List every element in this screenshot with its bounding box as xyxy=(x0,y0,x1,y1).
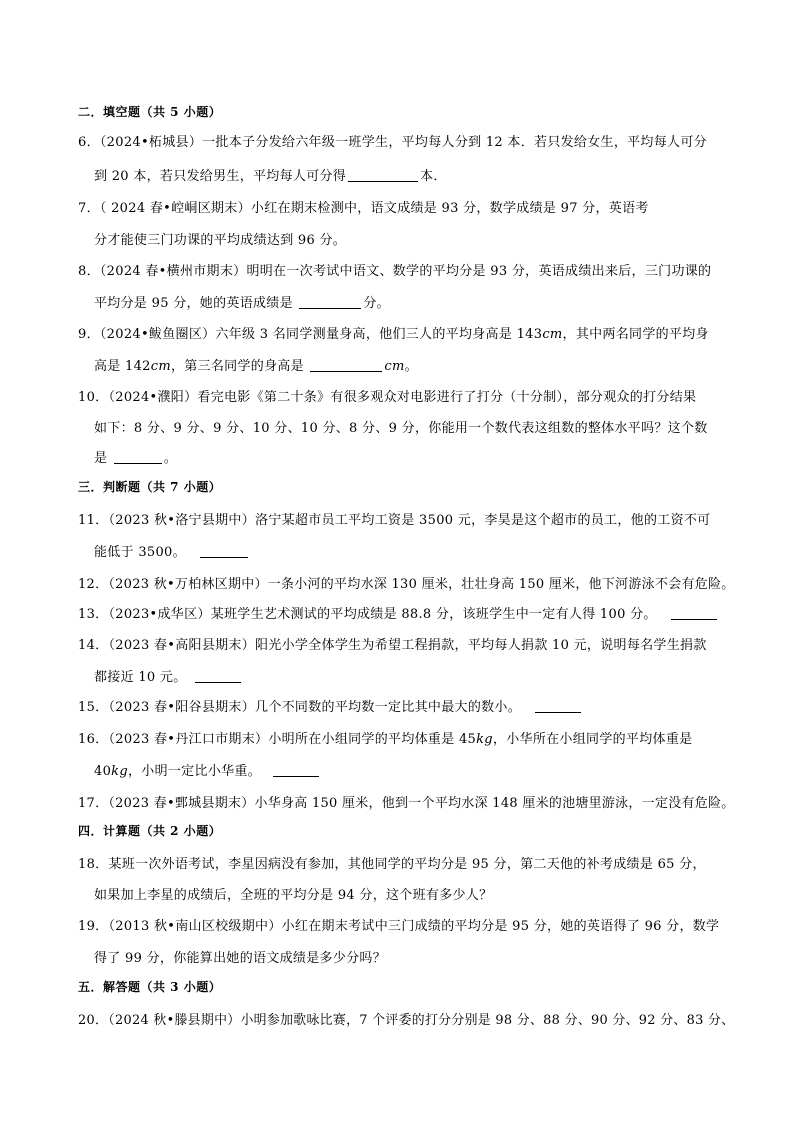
section-heading-word-problems: 五．解答题（共 3 小题） xyxy=(78,980,222,994)
question-17-line-1: 17．（2023 春•鄄城县期末）小华身高 150 厘米，他到一个平均水深 148 厘米的池塘里游泳，一定没有危险。 xyxy=(78,796,735,811)
question-18-line-1: 18．某班一次外语考试，李星因病没有参加，其他同学的平均分是 95 分，第二天他的补考成绩是 65 分， xyxy=(78,857,706,872)
answer-blank[interactable] xyxy=(195,670,241,683)
section-heading-fill-blank: 二．填空题（共 5 小题） xyxy=(78,105,222,119)
answer-blank[interactable] xyxy=(310,359,382,372)
question-11-line-1: 11．（2023 秋•洛宁县期中）洛宁某超市员工平均工资是 3500 元，李昊是这个超市的员工，他的工资不可 xyxy=(78,513,711,528)
question-8-line-1: 8．（2024 春•横州市期末）明明在一次考试中语文、数学的平均分是 93 分，英语成绩出来后，三门功课的 xyxy=(78,264,712,279)
answer-blank[interactable] xyxy=(273,764,319,777)
question-19-line-1: 19．（2013 秋•南山区校级期中）小红在期末考试中三门成绩的平均分是 95 分，她的英语得了 96 分，数学 xyxy=(78,919,720,934)
section-heading-calculation: 四．计算题（共 2 小题） xyxy=(78,824,222,838)
question-9-line-1: 9．（2024•鲅鱼圈区）六年级 3 名同学测量身高，他们三人的平均身高是 143cm，其中两名同学的平均身 xyxy=(78,327,709,342)
question-16-line-2: 40kg，小明一定比小华重。 xyxy=(94,760,321,779)
answer-blank[interactable] xyxy=(671,607,717,620)
answer-blank[interactable] xyxy=(348,169,418,182)
answer-blank[interactable] xyxy=(299,296,361,309)
question-9-line-2: 高是 142cm，第三名同学的身高是 cm。 xyxy=(94,359,418,374)
question-7-line-2: 分才能使三门功课的平均成绩达到 96 分。 xyxy=(94,233,347,248)
question-10-line-2: 如下：8 分、9 分、9 分、10 分、10 分、8 分、9 分，你能用一个数代表这组数的整体水平吗？这个数 xyxy=(94,421,708,436)
question-14-line-2: 都接近 10 元。 xyxy=(94,666,243,685)
question-14-line-1: 14．（2023 春•高阳县期末）阳光小学全体学生为希望工程捐款，平均每人捐款 10 元，说明每名学生捐款 xyxy=(78,638,707,653)
question-8-line-2: 平均分是 95 分，她的英语成绩是 分。 xyxy=(94,296,390,311)
question-18-line-2: 如果加上李星的成绩后，全班的平均分是 94 分，这个班有多少人？ xyxy=(94,888,493,903)
question-15-line-1: 15．（2023 春•阳谷县期末）几个不同数的平均数一定比其中最大的数小。 xyxy=(78,696,583,715)
question-12-line-1: 12．（2023 秋•万柏林区期中）一条小河的平均水深 130 厘米，壮壮身高 150 厘米，他下河游泳不会有危险。 xyxy=(78,577,735,592)
question-13-line-1: 13．（2023•成华区）某班学生艺术测试的平均成绩是 88.8 分，该班学生中一定有人得 100 分。 xyxy=(78,603,719,622)
answer-blank[interactable] xyxy=(535,700,581,713)
question-10-line-3: 是 。 xyxy=(94,451,178,466)
question-6-line-1: 6．（2024•柘城县）一批本子分发给六年级一班学生，平均每人分到 12 本．若只发给女生，平均每人可分 xyxy=(78,135,707,150)
question-11-line-2: 能低于 3500。 xyxy=(94,541,250,560)
question-10-line-1: 10．（2024•濮阳）看完电影《第二十条》有很多观众对电影进行了打分（十分制），部分观众的打分结果 xyxy=(78,390,697,405)
section-heading-true-false: 三．判断题（共 7 小题） xyxy=(78,480,222,494)
answer-blank[interactable] xyxy=(114,451,162,464)
question-19-line-2: 得了 99 分，你能算出她的语文成绩是多少分吗？ xyxy=(94,951,387,966)
question-20-line-1: 20．（2024 秋•滕县期中）小明参加歌咏比赛，7 个评委的打分分别是 98 分、88 分、90 分、92 分、83 分、 xyxy=(78,1013,735,1028)
question-16-line-1: 16．（2023 春•丹江口市期末）小明所在小组同学的平均体重是 45kg，小华所在小组同学的平均体重是 xyxy=(78,732,693,747)
answer-blank[interactable] xyxy=(200,545,248,558)
question-6-line-2: 到 20 本，若只发给男生，平均每人可分得 本． xyxy=(94,169,447,184)
question-7-line-1: 7．（ 2024 春•崆峒区期末）小红在期末检测中，语文成绩是 93 分，数学成绩是 97 分，英语考 xyxy=(78,201,649,216)
